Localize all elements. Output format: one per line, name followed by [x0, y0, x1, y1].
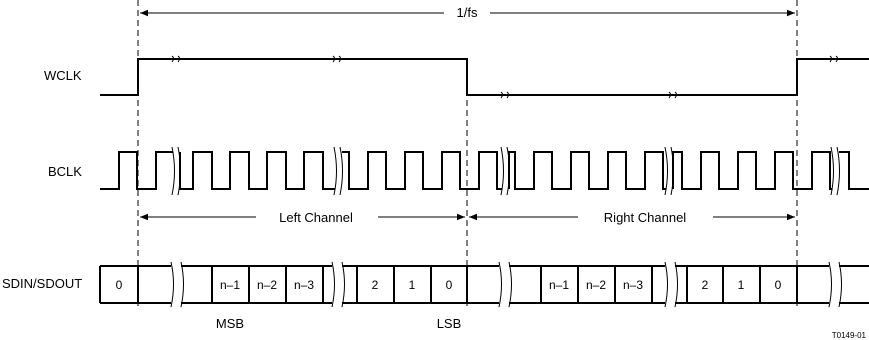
- cell-left-n3: n–3: [293, 278, 315, 292]
- right-channel-label: Right Channel: [603, 210, 687, 225]
- right-channel-arrow: [469, 210, 795, 225]
- cell-left-1: 1: [408, 278, 416, 292]
- cell-right-1: 1: [737, 278, 745, 292]
- bclk-break-5: [831, 147, 840, 195]
- bclk-break-2: [334, 147, 343, 195]
- left-channel-arrow: [140, 210, 465, 225]
- lsb-label: LSB: [436, 316, 462, 331]
- period-arrow: [140, 5, 795, 20]
- cell-right-n1: n–1: [548, 278, 570, 292]
- cell-start: 0: [115, 278, 123, 292]
- figure-id: T0149-01: [831, 331, 866, 340]
- msb-label: MSB: [215, 316, 245, 331]
- cell-left-n2: n–2: [256, 278, 278, 292]
- wclk-waveform: [100, 56, 869, 98]
- cell-right-n3: n–3: [622, 278, 644, 292]
- cell-left-2: 2: [371, 278, 379, 292]
- sdin-label: SDIN/SDOUT: [2, 276, 83, 291]
- cell-right-0: 0: [774, 278, 782, 292]
- period-label: 1/fs: [456, 5, 478, 20]
- cell-right-2: 2: [701, 278, 709, 292]
- left-channel-label: Left Channel: [279, 210, 353, 225]
- cell-right-n2: n–2: [585, 278, 607, 292]
- wclk-label: WCLK: [44, 68, 82, 83]
- sdin-waveform: [100, 262, 869, 307]
- bclk-waveform: [100, 147, 869, 195]
- bclk-label: BCLK: [48, 164, 82, 179]
- cell-left-0: 0: [445, 278, 453, 292]
- cell-left-n1: n–1: [219, 278, 241, 292]
